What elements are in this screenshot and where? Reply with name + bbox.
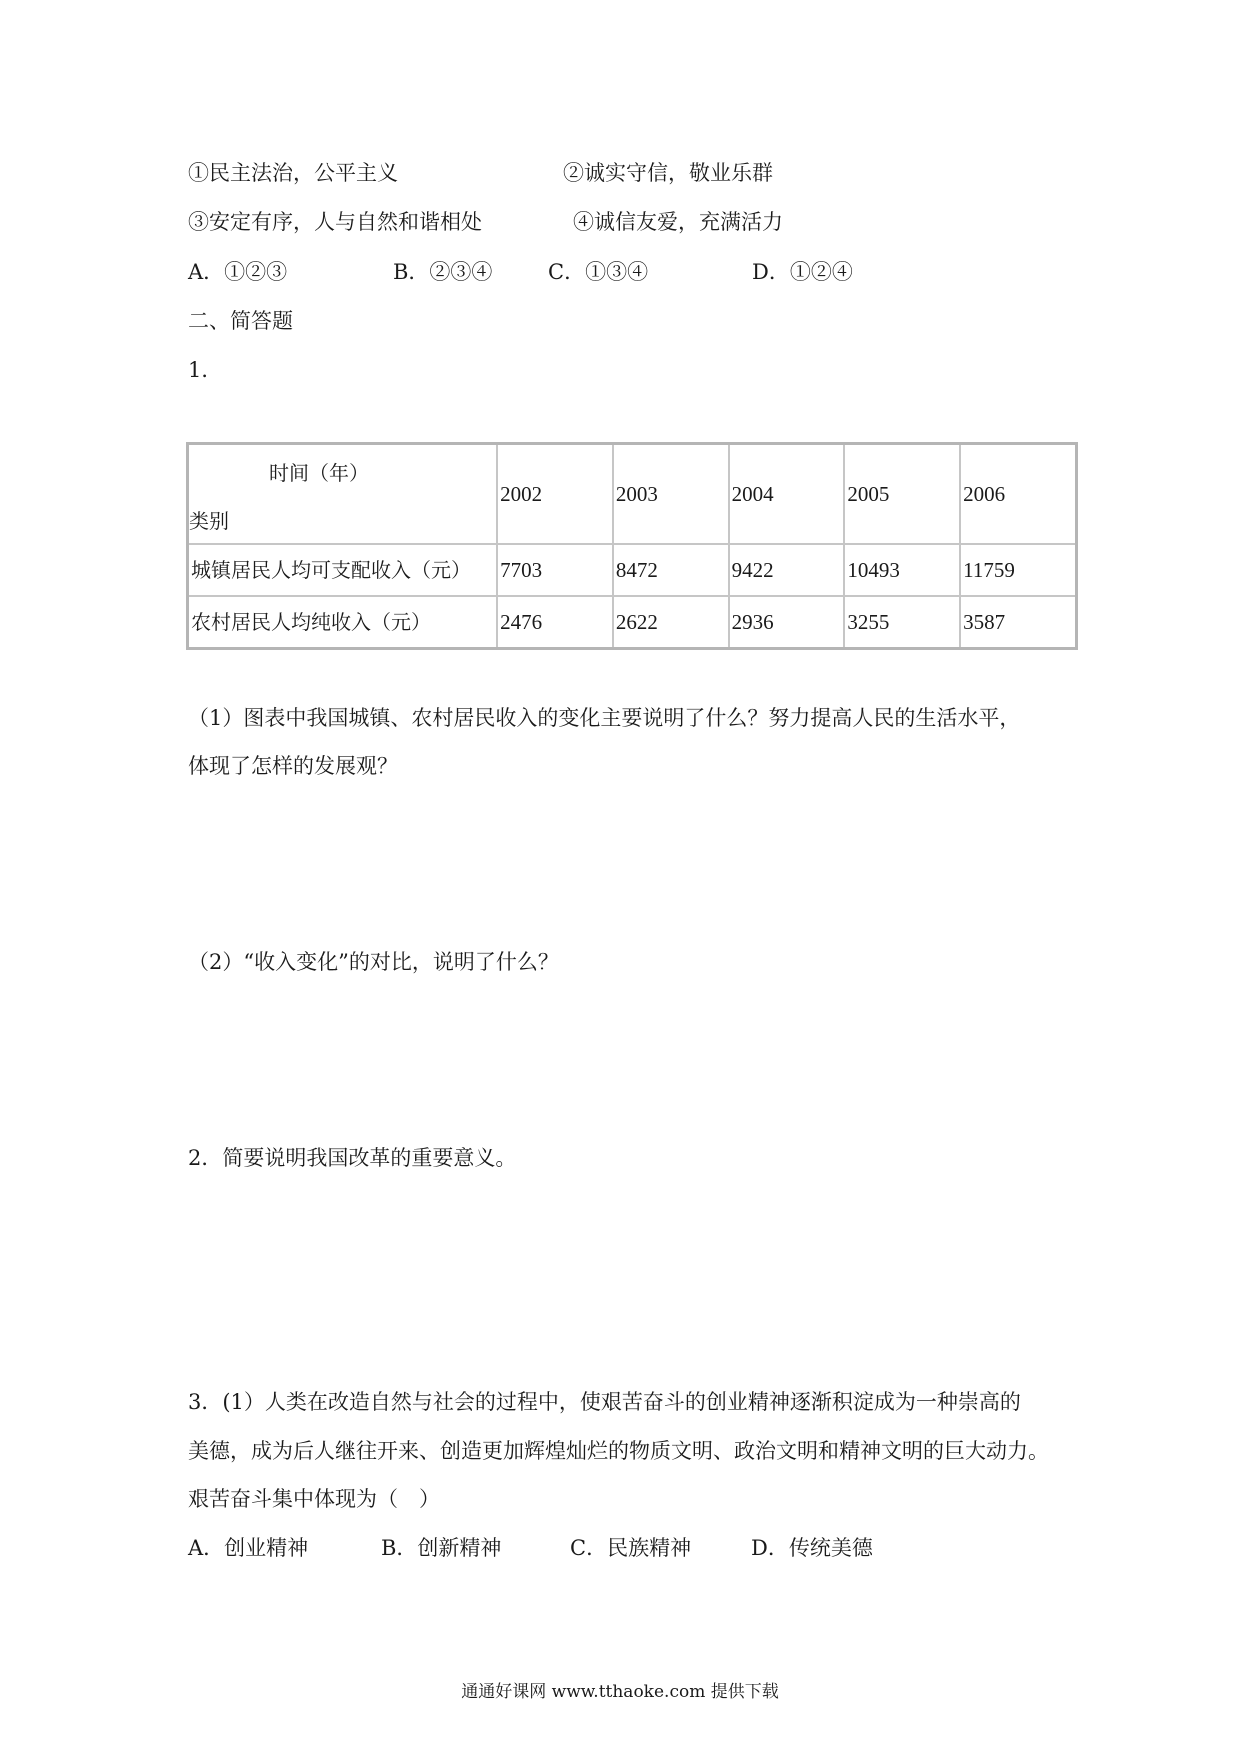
corner-label-time: 时间（年） xyxy=(269,461,369,485)
statement-1: ①民主法治，公平主义 xyxy=(188,161,398,185)
choice-d: D．①②④ xyxy=(752,260,853,284)
q3-choice-d: D．传统美德 xyxy=(751,1536,873,1560)
year-header: 2002 xyxy=(497,444,613,545)
row-label-urban: 城镇居民人均可支配收入（元） xyxy=(188,544,498,596)
choice-a: A．①②③ xyxy=(188,260,288,284)
table-cell: 10493 xyxy=(844,544,960,596)
year-header: 2003 xyxy=(613,444,729,545)
statement-3: ③安定有序，人与自然和谐相处 xyxy=(188,210,482,234)
table-cell: 3587 xyxy=(960,596,1076,649)
question-1-part-1-line-2: 体现了怎样的发展观？ xyxy=(188,754,398,778)
table-cell: 2476 xyxy=(497,596,613,649)
choice-c: C．①③④ xyxy=(548,260,649,284)
table-cell: 2936 xyxy=(729,596,845,649)
year-header: 2005 xyxy=(844,444,960,545)
row-label-rural: 农村居民人均纯收入（元） xyxy=(188,596,498,649)
question-2: 2．简要说明我国改革的重要意义。 xyxy=(188,1146,517,1170)
year-header: 2006 xyxy=(960,444,1076,545)
table-cell: 8472 xyxy=(613,544,729,596)
table-cell: 2622 xyxy=(613,596,729,649)
q3-choice-b: B．创新精神 xyxy=(381,1536,502,1560)
year-header: 2004 xyxy=(729,444,845,545)
question-1-part-2: （2）“收入变化”的对比，说明了什么？ xyxy=(188,950,559,974)
statement-2: ②诚实守信，敬业乐群 xyxy=(563,161,773,185)
page-footer: 通通好课网 www.tthaoke.com 提供下载 xyxy=(461,1682,779,1702)
table-cell: 9422 xyxy=(729,544,845,596)
table-row xyxy=(188,596,1077,649)
question-3-line-2: 美德，成为后人继往开来、创造更加辉煌灿烂的物质文明、政治文明和精神文明的巨大动力。 xyxy=(188,1439,1049,1463)
statement-4: ④诚信友爱，充满活力 xyxy=(573,210,783,234)
question-1-part-1-line-1: （1）图表中我国城镇、农村居民收入的变化主要说明了什么？努力提高人民的生活水平， xyxy=(188,706,1021,730)
choice-b: B．②③④ xyxy=(393,260,493,284)
table-header-row xyxy=(188,444,1077,545)
table-cell: 7703 xyxy=(497,544,613,596)
section-heading: 二、简答题 xyxy=(188,309,293,333)
income-table xyxy=(186,442,1078,650)
table-corner-cell xyxy=(188,444,498,545)
q3-choice-c: C．民族精神 xyxy=(570,1536,692,1560)
question-1-number: 1． xyxy=(188,358,223,382)
corner-label-category: 类别 xyxy=(189,509,229,533)
question-3-line-1: 3．(1）人类在改造自然与社会的过程中，使艰苦奋斗的创业精神逐渐积淀成为一种崇高的 xyxy=(188,1390,1021,1414)
table-cell: 3255 xyxy=(844,596,960,649)
q3-choice-a: A．创业精神 xyxy=(188,1536,309,1560)
question-3-line-3: 艰苦奋斗集中体现为（ ） xyxy=(188,1487,440,1511)
table-cell: 11759 xyxy=(960,544,1076,596)
table-row xyxy=(188,544,1077,596)
